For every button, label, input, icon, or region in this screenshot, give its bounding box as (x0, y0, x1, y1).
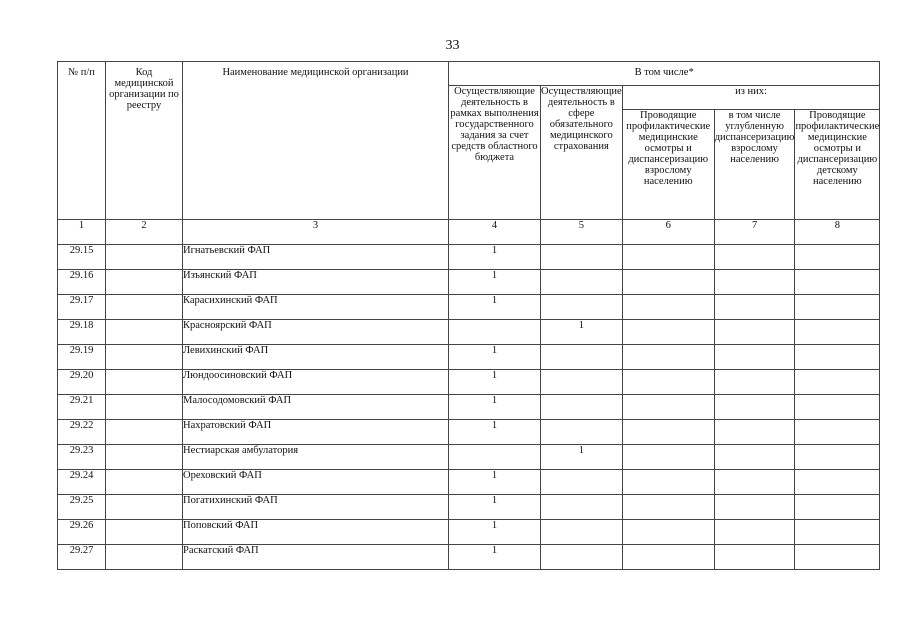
row-code (106, 295, 183, 320)
row-adult-checkups (622, 295, 714, 320)
row-in-depth-checkups (714, 445, 795, 470)
table-row (58, 345, 880, 370)
row-name: Левихинский ФАП (183, 345, 449, 370)
row-in-depth-checkups (714, 295, 795, 320)
row-in-depth-checkups (714, 245, 795, 270)
row-number: 29.20 (58, 370, 106, 395)
row-adult-checkups (622, 520, 714, 545)
row-in-depth-checkups (714, 545, 795, 570)
table-row (58, 295, 880, 320)
row-code (106, 495, 183, 520)
row-name: Раскатский ФАП (183, 545, 449, 570)
column-number-7: 7 (714, 220, 795, 245)
table-row (58, 495, 880, 520)
row-adult-checkups (622, 445, 714, 470)
row-oms (541, 345, 623, 370)
column-number-1: 1 (58, 220, 106, 245)
column-number-2: 2 (106, 220, 183, 245)
table-row (58, 270, 880, 295)
column-number-5: 5 (541, 220, 623, 245)
row-state-assignment: 1 (449, 345, 541, 370)
column-number-3: 3 (183, 220, 449, 245)
row-oms (541, 520, 623, 545)
row-oms: 1 (541, 320, 623, 345)
page-number: 33 (445, 38, 460, 53)
row-in-depth-checkups (714, 520, 795, 545)
row-state-assignment: 1 (449, 395, 541, 420)
row-in-depth-checkups (714, 470, 795, 495)
row-oms (541, 245, 623, 270)
column-number-8: 8 (795, 220, 880, 245)
row-adult-checkups (622, 270, 714, 295)
table-row (58, 420, 880, 445)
row-number: 29.19 (58, 345, 106, 370)
row-oms (541, 370, 623, 395)
table-row (58, 245, 880, 270)
row-state-assignment: 1 (449, 545, 541, 570)
row-state-assignment: 1 (449, 495, 541, 520)
row-child-checkups (795, 420, 880, 445)
row-number: 29.25 (58, 495, 106, 520)
row-oms: 1 (541, 445, 623, 470)
header-state-assignment: Осуществляющие деятельность в рамках выполнения государственного задания за счет средств областного бюджета (449, 86, 541, 220)
header-oms: Осуществляющие деятельность в сфере обязательного медицинского страхования (541, 86, 623, 220)
table-row (58, 320, 880, 345)
row-in-depth-checkups (714, 370, 795, 395)
row-adult-checkups (622, 345, 714, 370)
table-row (58, 470, 880, 495)
row-child-checkups (795, 520, 880, 545)
header-in-depth-checkups: в том числе углубленную диспансеризацию взрослому населению (714, 110, 795, 220)
header-code: Код медицинской организации по реестру (106, 62, 183, 220)
row-in-depth-checkups (714, 320, 795, 345)
table-row (58, 445, 880, 470)
row-child-checkups (795, 445, 880, 470)
row-number: 29.27 (58, 545, 106, 570)
row-number: 29.15 (58, 245, 106, 270)
row-number: 29.21 (58, 395, 106, 420)
row-child-checkups (795, 345, 880, 370)
header-child-checkups: Проводящие профилактические медицинские осмотры и диспансеризацию детскому населению (795, 110, 880, 220)
row-in-depth-checkups (714, 420, 795, 445)
row-child-checkups (795, 470, 880, 495)
row-name: Нахратовский ФАП (183, 420, 449, 445)
row-code (106, 470, 183, 495)
row-code (106, 320, 183, 345)
row-state-assignment: 1 (449, 470, 541, 495)
row-code (106, 245, 183, 270)
row-name: Люндоосиновский ФАП (183, 370, 449, 395)
row-oms (541, 545, 623, 570)
row-state-assignment: 1 (449, 520, 541, 545)
row-name: Ореховский ФАП (183, 470, 449, 495)
row-name: Карасихинский ФАП (183, 295, 449, 320)
row-state-assignment (449, 445, 541, 470)
row-name: Малосодомовский ФАП (183, 395, 449, 420)
row-code (106, 395, 183, 420)
row-code (106, 420, 183, 445)
row-child-checkups (795, 295, 880, 320)
row-number: 29.26 (58, 520, 106, 545)
table-row (58, 520, 880, 545)
row-name: Красноярский ФАП (183, 320, 449, 345)
row-oms (541, 295, 623, 320)
column-number-6: 6 (622, 220, 714, 245)
header-of-them: из них: (622, 86, 880, 110)
row-adult-checkups (622, 470, 714, 495)
row-state-assignment: 1 (449, 420, 541, 445)
row-name: Поповский ФАП (183, 520, 449, 545)
header-name: Наименование медицинской организации (183, 62, 449, 220)
row-in-depth-checkups (714, 395, 795, 420)
row-state-assignment: 1 (449, 270, 541, 295)
table-row (58, 545, 880, 570)
row-oms (541, 495, 623, 520)
row-adult-checkups (622, 395, 714, 420)
row-state-assignment: 1 (449, 245, 541, 270)
row-number: 29.22 (58, 420, 106, 445)
row-code (106, 345, 183, 370)
row-child-checkups (795, 320, 880, 345)
row-code (106, 520, 183, 545)
row-number: 29.24 (58, 470, 106, 495)
header-number: № п/п (58, 62, 106, 220)
row-child-checkups (795, 495, 880, 520)
header-adult-checkups: Проводящие профилактические медицинские осмотры и диспансеризацию взрослому населению (622, 110, 714, 220)
row-oms (541, 270, 623, 295)
row-in-depth-checkups (714, 270, 795, 295)
row-name: Нестиарская амбулатория (183, 445, 449, 470)
row-adult-checkups (622, 245, 714, 270)
table-row (58, 395, 880, 420)
row-code (106, 445, 183, 470)
row-state-assignment (449, 320, 541, 345)
row-in-depth-checkups (714, 495, 795, 520)
row-name: Погатихинский ФАП (183, 495, 449, 520)
row-adult-checkups (622, 370, 714, 395)
row-adult-checkups (622, 495, 714, 520)
table-row (58, 370, 880, 395)
row-code (106, 370, 183, 395)
row-child-checkups (795, 270, 880, 295)
organizations-table (57, 61, 880, 570)
row-child-checkups (795, 395, 880, 420)
row-state-assignment: 1 (449, 295, 541, 320)
column-number-4: 4 (449, 220, 541, 245)
row-code (106, 545, 183, 570)
row-adult-checkups (622, 420, 714, 445)
row-oms (541, 395, 623, 420)
row-adult-checkups (622, 320, 714, 345)
row-child-checkups (795, 545, 880, 570)
row-state-assignment: 1 (449, 370, 541, 395)
row-adult-checkups (622, 545, 714, 570)
row-code (106, 270, 183, 295)
row-in-depth-checkups (714, 345, 795, 370)
row-oms (541, 420, 623, 445)
row-number: 29.23 (58, 445, 106, 470)
row-number: 29.17 (58, 295, 106, 320)
row-name: Изъянский ФАП (183, 270, 449, 295)
row-name: Игнатьевский ФАП (183, 245, 449, 270)
row-number: 29.16 (58, 270, 106, 295)
header-including-group: В том числе* (449, 62, 880, 86)
row-child-checkups (795, 370, 880, 395)
row-oms (541, 470, 623, 495)
row-number: 29.18 (58, 320, 106, 345)
row-child-checkups (795, 245, 880, 270)
